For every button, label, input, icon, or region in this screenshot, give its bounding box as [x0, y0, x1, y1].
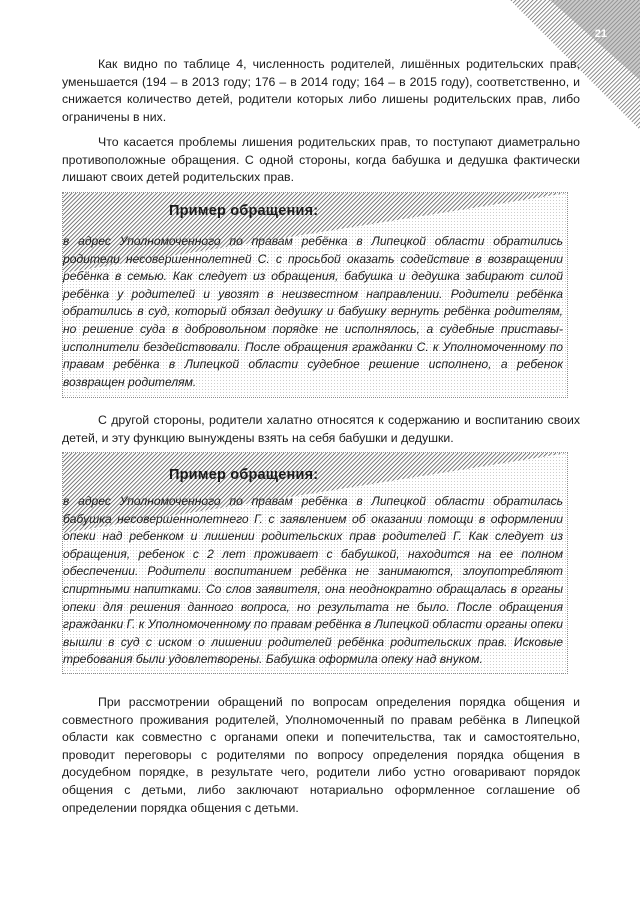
page-number: 21 — [594, 28, 607, 40]
example-1-title: Пример обращения: — [169, 203, 319, 219]
example-2-title: Пример обращения: — [169, 467, 319, 483]
example-1-text: в адрес Уполномоченного по правам ребёнка в Липецкой области обратились родители несовершеннолетней С. с просьбой оказать содействие в возвращении ребёнка в семью. Как следует из обращения, бабушка и дедушка забирают силой ребёнка у родителей и увозят в неизвестном направлении. Родители ребёнка обратились в суд, который обязал дедушку и бабушку вернуть ребёнка родителям, но решение суда в добровольном порядке не исполнялось, а судебные приставы-исполнители бездействовали. После обращения гражданки С. к Уполномоченному по правам ребёнка в Липецкой области судебное решение исполнено, а ребенок возвращен родителям. — [63, 234, 563, 389]
paragraph-3: С другой стороны, родители халатно относятся к содержанию и воспитанию своих детей, и эту функцию вынуждены взять на себя бабушки и дедушки. — [62, 413, 580, 445]
paragraph-4: При рассмотрении обращений по вопросам определения порядка общения и совместного проживания родителей, Уполномоченный по правам ребёнка в Липецкой области как совместно с органами опеки и попечительства, так и самостоятельно, проводит переговоры с родителями по вопросу определения порядка общения в досудебном порядке, в результате чего, родители либо устно оговаривают порядок общения с детьми, либо заключают нотариально оформленное соглашение об определении порядка общения с детьми. — [62, 695, 580, 815]
paragraph-1: Как видно по таблице 4, численность родителей, лишённых родительских прав, уменьшается (194 – в 2013 году; 176 – в 2014 году; 164 – в 2015 году), соответственно, и снижается количество детей, родители которых либо лишены родительских прав, либо ограничены в них. — [62, 57, 580, 124]
paragraph-2: Что касается проблемы лишения родительских прав, то поступают диаметрально противоположные обращения. С одной стороны, когда бабушка и дедушка фактически лишают своих детей родительских прав. — [62, 135, 580, 185]
example-box-2 — [62, 452, 568, 674]
example-box-1 — [62, 192, 568, 398]
example-2-text: в адрес Уполномоченного по правам ребёнка в Липецкой области обратилась бабушка несовершеннолетнего Г. с заявлением об оказании помощи в оформлении опеки над ребенком и лишении родительских прав родителей Г. Как следует из обращения, ребенок с 2 лет проживает с бабушкой, находится на ее полном обеспечении. Родители воспитанием ребёнка не занимаются, злоупотребляют спиртными напитками. Со слов заявителя, она неоднократно обращалась в органы опеки для решения данного вопроса, но результата не было. После обращения гражданки Г. к Уполномоченному по правам ребёнка в Липецкой области органы опеки вышли в суд с иском о лишении родителей ребёнка родительских прав. Исковые требования были удовлетворены. Бабушка оформила опеку над внуком. — [63, 494, 563, 667]
